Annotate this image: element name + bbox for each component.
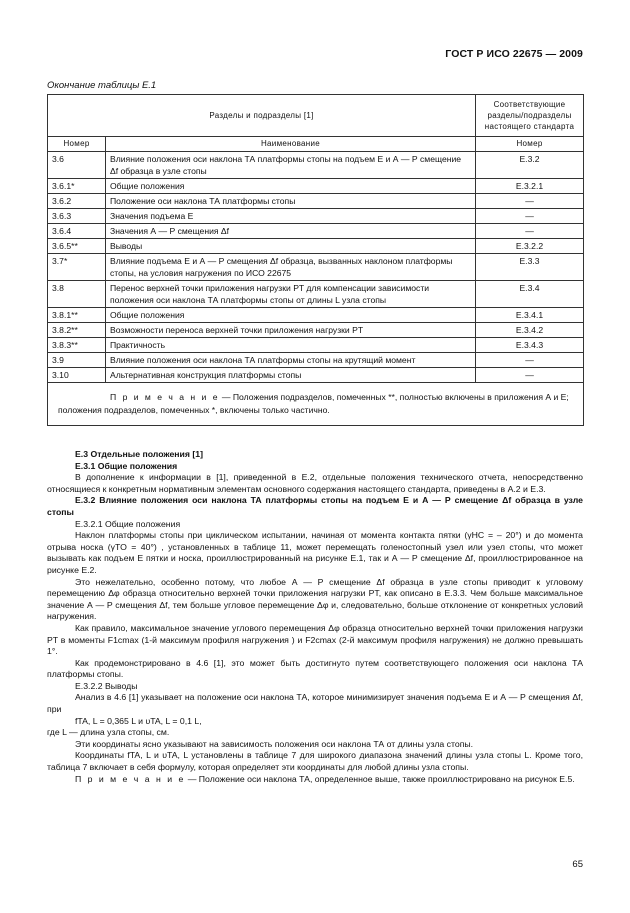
row-number: 3.6.1* bbox=[48, 179, 106, 194]
row-ref: Е.3.2 bbox=[476, 152, 584, 179]
row-name: Положение оси наклона ТА платформы стопы bbox=[106, 194, 476, 209]
table-row bbox=[48, 353, 584, 368]
col-name: Наименование bbox=[106, 137, 476, 152]
row-number: 3.10 bbox=[48, 368, 106, 383]
table-row bbox=[48, 368, 584, 383]
where-clause: где L — длина узла стопы, см. bbox=[47, 727, 170, 738]
row-ref: Е.3.4.1 bbox=[476, 308, 584, 323]
row-ref: Е.3.3 bbox=[476, 254, 584, 281]
row-number: 3.8.3** bbox=[48, 338, 106, 353]
paragraph: Анализ в 4.6 [1] указывает на положение оси наклона ТА, которое минимизирует значения подъема E и А — Р смещения Δf, при bbox=[47, 692, 583, 715]
paragraph: Эти координаты ясно указывают на зависимость положения оси наклона ТА от длины узла стопы. bbox=[75, 738, 474, 749]
section-e321-title: Е.3.2.1 Общие положения bbox=[75, 518, 181, 529]
section-e322-title: Е.3.2.2 Выводы bbox=[75, 680, 138, 691]
table-row bbox=[48, 152, 584, 179]
table-note bbox=[48, 383, 584, 426]
document-body bbox=[47, 449, 583, 785]
row-number: 3.6.4 bbox=[48, 224, 106, 239]
table-row bbox=[48, 254, 584, 281]
row-ref: Е.3.2.1 bbox=[476, 179, 584, 194]
row-name: Общие положения bbox=[106, 179, 476, 194]
note2-text: — Положение оси наклона ТА, определенное выше, также проиллюстрировано на рисунок Е.5. bbox=[185, 773, 575, 784]
table-caption: Окончание таблицы Е.1 bbox=[47, 80, 157, 91]
row-number: 3.8 bbox=[48, 281, 106, 308]
row-number: 3.6.5** bbox=[48, 239, 106, 254]
row-ref: Е.3.4 bbox=[476, 281, 584, 308]
row-name: Общие положения bbox=[106, 308, 476, 323]
row-number: 3.8.1** bbox=[48, 308, 106, 323]
row-number: 3.6 bbox=[48, 152, 106, 179]
row-number: 3.7* bbox=[48, 254, 106, 281]
table-row bbox=[48, 224, 584, 239]
row-name: Влияние положения оси наклона ТА платформы стопы на подъем E и А — Р смещение Δf образца в узле стопы bbox=[106, 152, 476, 179]
paragraph: Как правило, максимальное значение углового перемещения Δφ образца относительно верхней точки приложения нагрузки PT в моменты F1cmax (1-й максимум профиля нагружения ) и F2cmax (2-й максимум профиля нагружения) не должно превышать 1°. bbox=[47, 622, 583, 657]
row-number: 3.8.2** bbox=[48, 323, 106, 338]
row-name: Влияние подъема E и А — Р смещения Δf образца, вызванных наклоном платформы стопы, на условия нагружения по ИСО 22675 bbox=[106, 254, 476, 281]
row-number: 3.9 bbox=[48, 353, 106, 368]
paragraph: Координаты fTA, L и υTA, L установлены в таблице 7 для широкого диапазона значений длины узла стопы L. Кроме того, таблица 7 включает в себя формулу, которая определяет эти координаты для любой длины узла стопы. bbox=[47, 750, 583, 773]
row-name: Значения подъема E bbox=[106, 209, 476, 224]
table-row bbox=[48, 209, 584, 224]
section-e32-title: Е.3.2 Влияние положения оси наклона ТА платформы стопы на подъем E и А — Р смещение Δf образца в узле стопы bbox=[47, 495, 583, 517]
row-name: Перенос верхней точки приложения нагрузки PT для компенсации зависимости положения оси наклона ТА платформы стопы от длины L узла стопы bbox=[106, 281, 476, 308]
row-ref: Е.3.4.2 bbox=[476, 323, 584, 338]
paragraph: Это нежелательно, особенно потому, что любое А — Р смещение Δf образца в узле стопы приводит к угловому перемещению Δφ образца относительно верхней точки приложения нагрузки PT, как описано в Е.3.3. Чем больше максимальное значение А — Р смещения Δf, тем больше угловое перемещение Δφ и, следовательно, больше отклонение от конкретных условий нагружения. bbox=[47, 576, 583, 622]
note-label: П р и м е ч а н и е bbox=[110, 392, 220, 402]
table-row bbox=[48, 308, 584, 323]
header-sections: Разделы и подразделы [1] bbox=[48, 95, 476, 137]
col-number: Номер bbox=[48, 137, 106, 152]
table-row bbox=[48, 179, 584, 194]
col-number2: Номер bbox=[476, 137, 584, 152]
row-ref: — bbox=[476, 353, 584, 368]
row-number: 3.6.3 bbox=[48, 209, 106, 224]
paragraph: В дополнение к информации в [1], приведенной в Е.2, отдельные положения технического отчета, непосредственно относящиеся к конкретным нормативным элементам основного содержания настоящего стандарта, приведены в А.2 и Е.3. bbox=[47, 472, 583, 494]
note-text: — Положения подразделов, помеченных **, полностью включены в приложения А и Е; положения подразделов, помеченных *, включены только частично. bbox=[58, 392, 569, 415]
table-row bbox=[48, 239, 584, 254]
row-name: Практичность bbox=[106, 338, 476, 353]
row-ref: — bbox=[476, 194, 584, 209]
row-ref: Е.3.2.2 bbox=[476, 239, 584, 254]
row-ref: — bbox=[476, 209, 584, 224]
row-ref: — bbox=[476, 224, 584, 239]
note2-label: П р и м е ч а н и е bbox=[75, 773, 186, 784]
row-name: Влияние положения оси наклона ТА платформы стопы на крутящий момент bbox=[106, 353, 476, 368]
section-e31-title: Е.3.1 Общие положения bbox=[75, 460, 178, 471]
section-e3-title: Е.3 Отдельные положения [1] bbox=[75, 449, 203, 459]
header-corresponding: Соответствующие разделы/подразделы настоящего стандарта bbox=[476, 95, 584, 137]
row-name: Значения А — Р смещения Δf bbox=[106, 224, 476, 239]
paragraph: Как продемонстрировано в 4.6 [1], это может быть достигнуто путем соответствующего положения оси наклона ТА платформы стопы. bbox=[47, 657, 583, 680]
table-row bbox=[48, 338, 584, 353]
correspondence-table bbox=[47, 94, 584, 426]
row-ref: — bbox=[476, 368, 584, 383]
page-number: 65 bbox=[572, 859, 583, 870]
table-row bbox=[48, 194, 584, 209]
table-row bbox=[48, 281, 584, 308]
row-ref: Е.3.4.3 bbox=[476, 338, 584, 353]
row-name: Возможности переноса верхней точки приложения нагрузки PT bbox=[106, 323, 476, 338]
row-number: 3.6.2 bbox=[48, 194, 106, 209]
document-header: ГОСТ Р ИСО 22675 — 2009 bbox=[445, 48, 583, 60]
row-name: Альтернативная конструкция платформы стопы bbox=[106, 368, 476, 383]
body-note bbox=[47, 774, 583, 786]
table-row bbox=[48, 323, 584, 338]
formula: fTA, L = 0,365 L и υTA, L = 0,1 L, bbox=[75, 715, 202, 726]
row-name: Выводы bbox=[106, 239, 476, 254]
paragraph: Наклон платформы стопы при циклическом испытании, начиная от момента контакта пятки (γHC = – 20°) и до момента отрыва носка (γTO = 40°) , установленных в таблице 11, может перемещать голеностопный узел или узел стопы, что может вызывать как подъем E пятки и носка, проиллюстрированный на рисунке Е.1, так и А — Р смещение Δf, проиллюстрированное на рисунке Е.2. bbox=[47, 530, 583, 575]
